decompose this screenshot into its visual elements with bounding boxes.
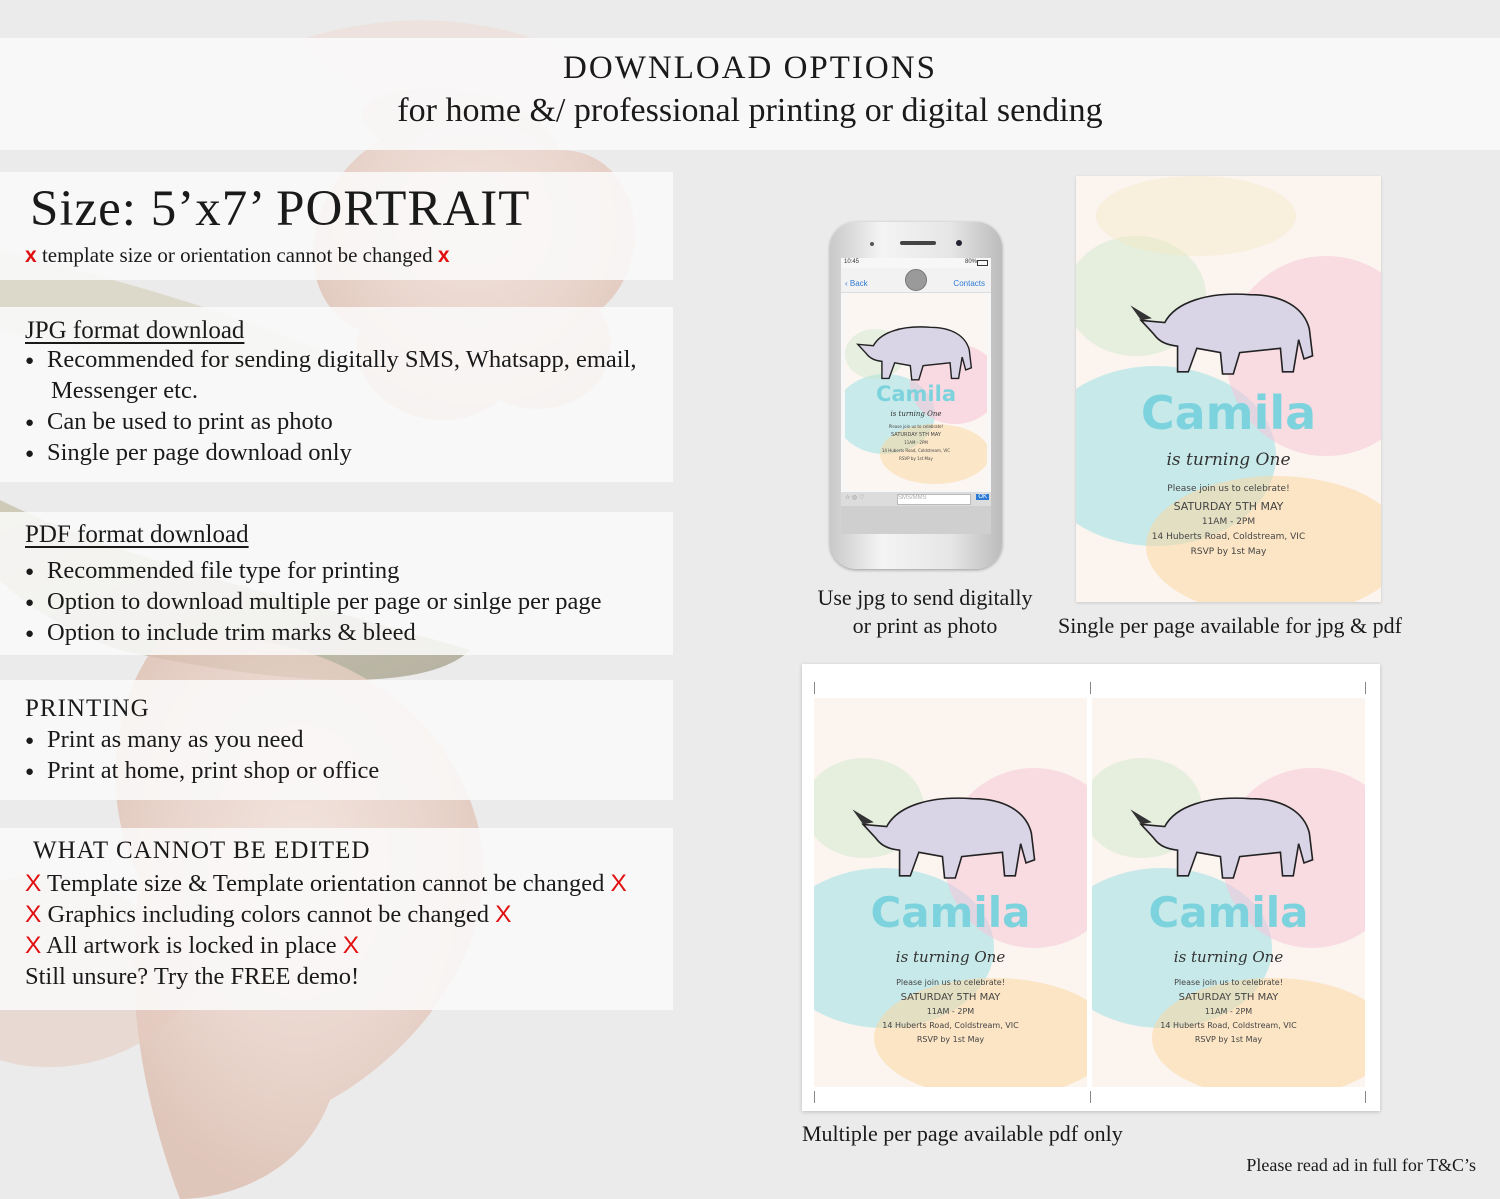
- back-button[interactable]: ‹ Back: [845, 279, 868, 288]
- printing-heading: PRINTING: [25, 695, 150, 722]
- bullet-icon: ●: [25, 732, 35, 749]
- rsvp-text: RSVP by 1st May: [899, 456, 933, 461]
- jpg-heading: JPG format download: [25, 317, 245, 344]
- jpg-item-continued: Messenger etc.: [51, 377, 198, 404]
- size-note: [25, 243, 450, 268]
- edit-item-text: Template size & Template orientation cannot be changed: [47, 870, 605, 897]
- turning-one-text: is turning One: [1166, 450, 1291, 470]
- x-mark-icon: x: [25, 244, 37, 267]
- party-time: 11AM - 2PM: [904, 440, 928, 445]
- multi-invitation-right: [1092, 698, 1365, 1087]
- invitee-name: Camila: [875, 382, 957, 406]
- printing-item-text: Print at home, print shop or office: [47, 757, 380, 784]
- invitee-name: Camila: [1148, 888, 1309, 937]
- sms-input[interactable]: [897, 494, 971, 505]
- x-mark-icon: X: [25, 901, 42, 928]
- back-label: Back: [849, 279, 868, 288]
- page-subtitle: for home &/ professional printing or digital sending: [397, 92, 1103, 129]
- phone-caption-line2: or print as photo: [852, 613, 998, 638]
- pdf-item-text: Option to download multiple per page or sinlge per page: [47, 588, 602, 615]
- edit-item: [25, 901, 511, 929]
- edit-item: [25, 870, 627, 898]
- multiple-caption: Multiple per page available pdf only: [802, 1121, 1123, 1146]
- bullet-icon: ●: [25, 763, 35, 780]
- phone-screen: [841, 258, 991, 534]
- printing-item: [25, 757, 379, 785]
- party-date: SATURDAY 5TH MAY: [1173, 500, 1284, 513]
- jpg-item-text: Can be used to print as photo: [47, 408, 333, 435]
- edit-item-text: Graphics including colors cannot be changed: [47, 901, 490, 928]
- x-mark-icon: X: [495, 901, 512, 928]
- rsvp-text: RSVP by 1st May: [916, 1035, 985, 1044]
- trim-mark: [1365, 1091, 1366, 1103]
- party-time: 11AM - 2PM: [926, 1007, 975, 1016]
- turning-one-text: is turning One: [895, 948, 1006, 966]
- party-time: 11AM - 2PM: [1204, 1007, 1253, 1016]
- phone-mockup: [830, 222, 1002, 569]
- speaker-grille: [900, 241, 936, 245]
- bullet-icon: ●: [25, 414, 35, 431]
- size-note-text: template size or orientation cannot be changed: [41, 243, 433, 267]
- home-bar: [841, 506, 991, 534]
- phone-invitation-preview: [845, 294, 987, 490]
- printing-item-text: Print as many as you need: [47, 726, 304, 753]
- terms-footnote: Please read ad in full for T&C’s: [1246, 1155, 1476, 1175]
- rsvp-text: RSVP by 1st May: [1194, 1035, 1263, 1044]
- multi-page-sheet: [802, 664, 1380, 1111]
- join-text: Please join us to celebrate!: [896, 978, 1005, 987]
- bullet-icon: ●: [25, 594, 35, 611]
- trim-mark: [1365, 682, 1366, 694]
- camera-button-icon[interactable]: ☆ ◎ ♡: [845, 495, 865, 501]
- party-address: 14 Huberts Road, Coldstream, VIC: [1151, 532, 1306, 542]
- x-mark-icon: x: [437, 244, 450, 267]
- status-bar: [841, 258, 991, 268]
- jpg-item-text: Single per page download only: [47, 439, 352, 466]
- bullet-icon: ●: [25, 445, 35, 462]
- join-text: Please join us to celebrate!: [888, 424, 944, 429]
- party-time: 11AM - 2PM: [1201, 517, 1256, 527]
- printing-item: [25, 726, 304, 754]
- jpg-item: [25, 346, 637, 374]
- phone-caption: [805, 585, 1045, 639]
- message-bar: [841, 492, 991, 506]
- contacts-button[interactable]: Contacts: [953, 279, 985, 288]
- join-text: Please join us to celebrate!: [1167, 484, 1290, 494]
- send-button[interactable]: OK: [978, 494, 987, 500]
- front-camera-icon: [956, 240, 962, 246]
- multi-invitation-left: [814, 698, 1087, 1087]
- pdf-item: [25, 557, 399, 585]
- status-battery: 80%: [964, 259, 977, 265]
- party-date: SATURDAY 5TH MAY: [891, 432, 941, 438]
- party-date: SATURDAY 5TH MAY: [1178, 992, 1279, 1003]
- battery-icon: [977, 260, 988, 266]
- rhino-illustration: [836, 758, 1066, 908]
- camera-icon: [870, 242, 874, 246]
- phone-caption-line1: Use jpg to send digitally: [817, 585, 1033, 610]
- sms-input-placeholder: SMS/MMS: [898, 495, 927, 501]
- party-address: 14 Huberts Road, Coldstream, VIC: [881, 448, 951, 453]
- turning-one-text: is turning One: [890, 410, 942, 418]
- page-title: DOWNLOAD OPTIONS: [563, 50, 937, 86]
- invitee-name: Camila: [1140, 386, 1317, 440]
- status-time: 10:45: [844, 259, 860, 265]
- bullet-icon: ●: [25, 625, 35, 642]
- pdf-item: [25, 619, 416, 647]
- rsvp-text: RSVP by 1st May: [1190, 547, 1267, 557]
- trim-mark: [814, 682, 815, 694]
- party-date: SATURDAY 5TH MAY: [900, 992, 1001, 1003]
- party-address: 14 Huberts Road, Coldstream, VIC: [882, 1021, 1019, 1030]
- edit-item: [25, 932, 359, 960]
- rhino-illustration: [1114, 758, 1344, 908]
- invitee-name: Camila: [870, 888, 1031, 937]
- pdf-item: [25, 588, 602, 616]
- x-mark-icon: X: [342, 932, 360, 959]
- x-mark-icon: X: [25, 870, 42, 897]
- pdf-heading: PDF format download: [25, 521, 249, 548]
- jpg-item-text: Recommended for sending digitally SMS, Whatsapp, email,: [47, 346, 637, 373]
- trim-mark: [814, 1091, 815, 1103]
- trim-mark: [1090, 682, 1091, 694]
- edit-closing: Still unsure? Try the FREE demo!: [25, 963, 360, 990]
- jpg-item: [25, 408, 333, 436]
- trim-mark: [1090, 1091, 1091, 1103]
- single-caption: Single per page available for jpg & pdf: [1058, 613, 1402, 638]
- jpg-item: [25, 439, 352, 467]
- party-address: 14 Huberts Road, Coldstream, VIC: [1160, 1021, 1297, 1030]
- header-banner: [0, 38, 1500, 150]
- x-mark-icon: X: [610, 870, 627, 897]
- pdf-item-text: Option to include trim marks & bleed: [47, 619, 416, 646]
- contact-avatar-icon: [905, 269, 927, 291]
- rhino-illustration: [1114, 254, 1344, 404]
- x-mark-icon: X: [25, 932, 42, 959]
- edit-item-text: All artwork is locked in place: [46, 932, 337, 959]
- size-title: Size: 5’x7’ PORTRAIT: [30, 181, 531, 237]
- edit-heading: WHAT CANNOT BE EDITED: [33, 837, 371, 864]
- turning-one-text: is turning One: [1173, 948, 1284, 966]
- single-invitation: [1076, 176, 1381, 602]
- bullet-icon: ●: [25, 352, 35, 369]
- pdf-item-text: Recommended file type for printing: [47, 557, 400, 584]
- nav-bar: [841, 268, 991, 293]
- join-text: Please join us to celebrate!: [1174, 978, 1283, 987]
- bullet-icon: ●: [25, 563, 35, 580]
